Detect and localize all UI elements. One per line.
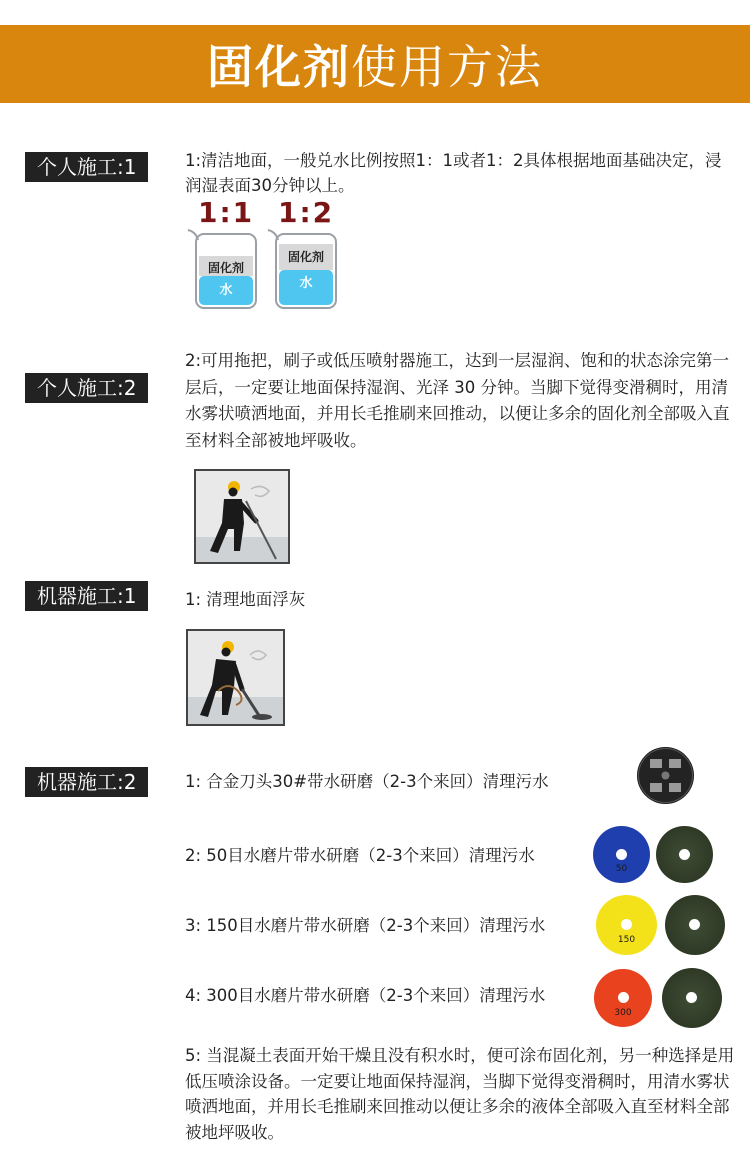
alloy-cutter-disc [637, 747, 694, 804]
pad-hole [686, 992, 697, 1003]
machine-step-5: 5: 当混凝土表面开始干燥且没有积水时，便可涂布固化剂，另一种选择是用低压喷涂设备。一定要让地面保持湿润，当脚下觉得变滑稠时，用清水雾状喷洒地面，并用长毛推刷来回推动以便让多余的液体全部吸入直至材料全部被地坪吸收。 [185, 1046, 735, 1142]
worker-machine-image [186, 629, 285, 726]
beaker-1-bottom-label: 水 [219, 283, 233, 298]
pad-hole [621, 919, 632, 930]
title-rest: 使用方法 [351, 40, 543, 94]
pad-hole [679, 849, 690, 860]
green-backside-pad-3 [662, 968, 722, 1028]
beaker-2-top-label: 固化剂 [287, 250, 324, 264]
pad-hole [616, 849, 627, 860]
section-text-machine-1: 1: 清理地面浮灰 [185, 590, 306, 609]
pad-hole [689, 919, 700, 930]
machine-step-3: 3: 150目水磨片带水研磨（2-3个来回）清理污水 [185, 916, 546, 935]
beaker-2 [268, 230, 336, 308]
section-text-manual-2: 2:可用拖把，刷子或低压喷射器施工，达到一层湿润、饱和的状态涂完第一层后，一定要让地面保持湿润、光泽 30 分钟。当脚下觉得变滑稠时，用清水雾状喷洒地面，并用长毛推刷来回推动，以便让多余的固化剂全部吸入直至材料全部被地坪吸收。 [185, 351, 730, 450]
beaker-2-bottom-label: 水 [299, 276, 313, 291]
alloy-cutter-disc-figure [637, 747, 694, 804]
section-label-machine-1: 机器施工:1 [25, 581, 148, 611]
machine-step-1: 1: 合金刀头30#带水研磨（2-3个来回）清理污水 [185, 772, 549, 791]
yellow-pad-150 [596, 895, 657, 955]
section-label-machine-2: 机器施工:2 [25, 767, 148, 797]
green-backside-pad-2 [665, 895, 725, 955]
worker-machine-figure [188, 631, 283, 724]
ratio-label-1: 1:1 [198, 196, 255, 229]
section-label-manual-2: 个人施工:2 [25, 373, 148, 403]
pad-grit-label: 50 [615, 864, 628, 874]
pad-grit-label: 150 [617, 935, 636, 945]
machine-step-2: 2: 50目水磨片带水研磨（2-3个来回）清理污水 [185, 846, 535, 865]
green-backside-pad-1 [656, 826, 713, 883]
blue-pad-50 [593, 826, 650, 883]
pad-hole [618, 992, 629, 1003]
machine-step-4: 4: 300目水磨片带水研磨（2-3个来回）清理污水 [185, 986, 546, 1005]
red-pad-300 [594, 969, 652, 1027]
title-banner [0, 25, 750, 103]
beaker-1-top-label: 固化剂 [207, 261, 244, 275]
worker-mopping-figure [196, 471, 288, 562]
section-label-manual-1: 个人施工:1 [25, 152, 148, 182]
page-title [207, 31, 543, 97]
pad-grit-label: 300 [614, 1008, 632, 1018]
ratio-label-2: 1:2 [278, 196, 335, 229]
title-bold: 固化剂 [207, 40, 351, 94]
section-text-manual-1: 1:清洁地面，一般兑水比例按照1：1或者1：2具体根据地面基础决定，浸润湿表面30分钟以上。 [185, 151, 722, 195]
worker-mopping-image [194, 469, 290, 564]
